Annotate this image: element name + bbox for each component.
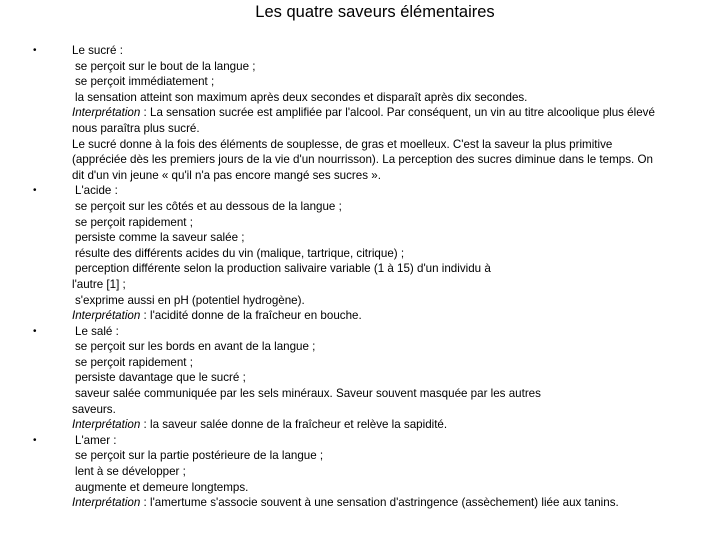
section-heading-line bbox=[72, 433, 662, 449]
interpretation-text: : l'acidité donne de la fraîcheur en bouche. bbox=[140, 309, 362, 323]
heading-suffix: : bbox=[116, 44, 123, 57]
list-item: se perçoit sur les côtés et au dessous de la langue ; bbox=[75, 199, 342, 213]
content-body bbox=[33, 43, 662, 511]
list-item: la sensation atteint son maximum après deux secondes et disparaît après dix secondes. bbox=[75, 90, 528, 104]
list-item: perception différente selon la production salivaire variable (1 à 15) d'un individu à bbox=[75, 262, 491, 276]
list-item: se perçoit sur la partie postérieure de la langue ; bbox=[75, 449, 324, 463]
page-title: Les quatre saveurs élémentaires bbox=[255, 3, 495, 21]
section-sale bbox=[33, 324, 662, 433]
interpretation bbox=[72, 308, 662, 324]
section-heading-line bbox=[72, 183, 662, 199]
list-item: se perçoit rapidement ; bbox=[75, 215, 193, 229]
heading-suffix: : bbox=[112, 324, 119, 338]
section-heading: Le sucré bbox=[72, 44, 117, 57]
section-heading: Le salé bbox=[75, 324, 113, 338]
list-item: persiste davantage que le sucré ; bbox=[75, 371, 246, 385]
section-heading: L'amer bbox=[75, 433, 111, 447]
list-item: se perçoit sur les bords en avant de la langue ; bbox=[75, 340, 316, 354]
bullet: • bbox=[33, 325, 37, 337]
list-item: résulte des différents acides du vin (malique, tartrique, citrique) ; bbox=[75, 246, 405, 260]
section-heading-line bbox=[72, 43, 662, 59]
interpretation bbox=[72, 105, 662, 136]
interpretation-text: : La sensation sucrée est amplifiée par l'alcool. Par conséquent, un vin au titre alcoolique plus élevé nous paraîtra plus sucré. bbox=[72, 106, 655, 135]
list-item-continuation: l'autre [1] ; bbox=[72, 277, 126, 291]
bullet: • bbox=[33, 185, 37, 197]
interpretation-text: : la saveur salée donne de la fraîcheur et relève la sapidité. bbox=[140, 418, 448, 432]
list-item: lent à se développer ; bbox=[75, 465, 186, 479]
heading-suffix: : bbox=[111, 184, 118, 198]
list-item: se perçoit rapidement ; bbox=[75, 355, 193, 369]
heading-suffix: : bbox=[110, 433, 117, 447]
list-item-continuation: saveurs. bbox=[72, 402, 116, 416]
interpretation-label: Interprétation bbox=[72, 309, 141, 323]
extra-paragraph: Le sucré donne à la fois des éléments de souplesse, de gras et moelleux. C'est la saveur la plus primitive (appréciée dès les premiers jours de la vie d'un nourrisson). La perception des sucres diminue dans le temps. On dit d'un vin jeune « qu'il n'a pas encore mangé ses sucres ». bbox=[72, 137, 653, 182]
section-heading-line bbox=[72, 324, 662, 340]
interpretation-label: Interprétation bbox=[72, 106, 141, 120]
section-sucre bbox=[33, 43, 662, 183]
interpretation bbox=[72, 417, 662, 433]
list-item: se perçoit immédiatement ; bbox=[75, 75, 215, 89]
list-item: augmente et demeure longtemps. bbox=[75, 480, 249, 494]
list-item: se perçoit sur le bout de la langue ; bbox=[75, 59, 256, 73]
list-item: persiste comme la saveur salée ; bbox=[75, 231, 245, 245]
interpretation-label: Interprétation bbox=[72, 418, 141, 432]
interpretation-label: Interprétation bbox=[72, 496, 141, 510]
interpretation bbox=[72, 495, 662, 511]
bullet: • bbox=[33, 45, 37, 56]
interpretation-text: : l'amertume s'associe souvent à une sensation d'astringence (assèchement) liée aux tanins. bbox=[140, 496, 619, 510]
list-item: s'exprime aussi en pH (potentiel hydrogène). bbox=[75, 293, 305, 307]
list-item: saveur salée communiquée par les sels minéraux. Saveur souvent masquée par les autres bbox=[75, 387, 541, 401]
section-acide bbox=[33, 183, 662, 323]
section-heading: L'acide bbox=[75, 184, 112, 198]
section-amer bbox=[33, 433, 662, 511]
bullet: • bbox=[33, 434, 37, 446]
